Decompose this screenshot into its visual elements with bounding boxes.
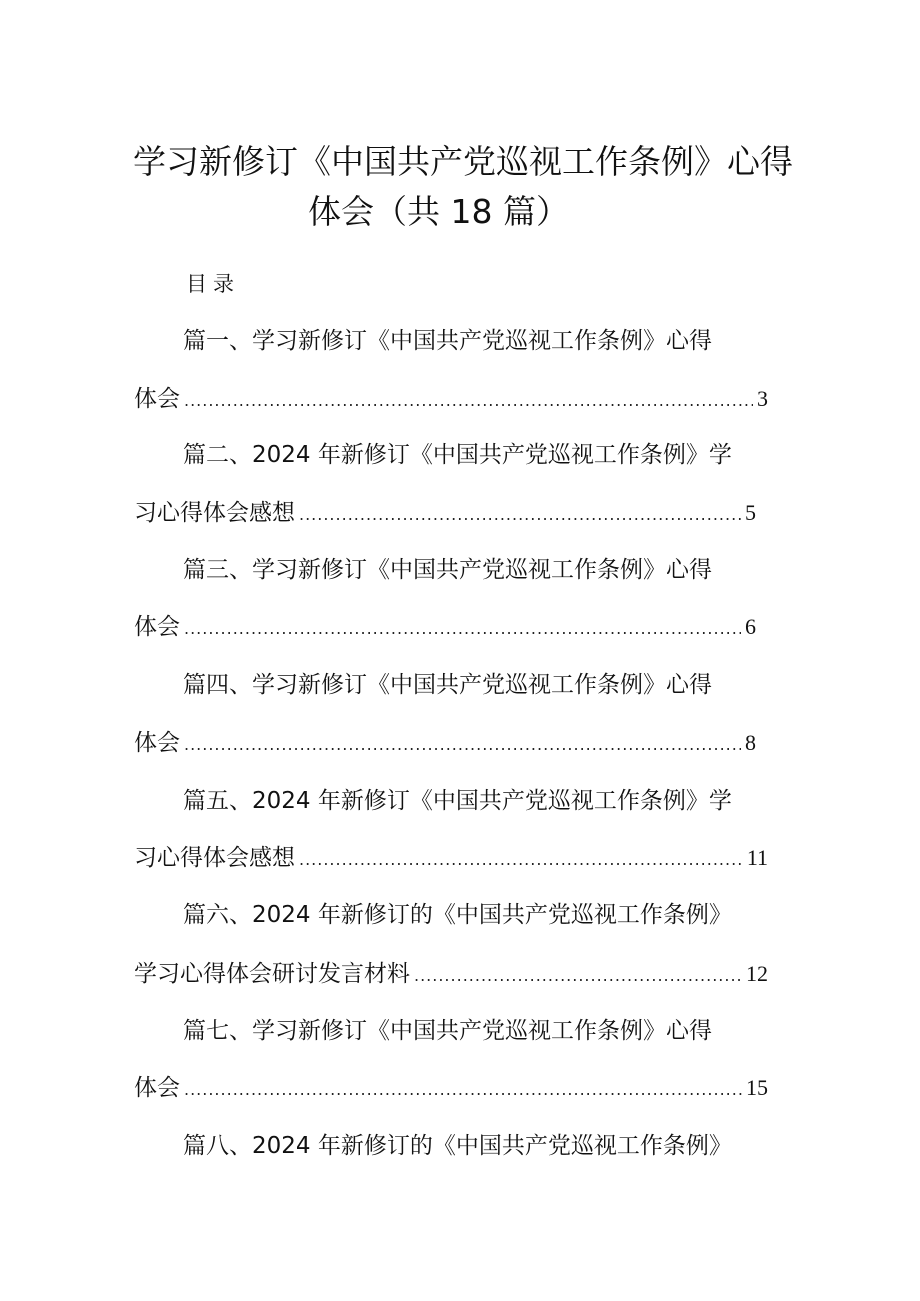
toc-leader-dots xyxy=(299,845,743,875)
toc-entry-3-page-number: 6 xyxy=(745,614,756,639)
toc-entry-3-title[interactable]: 篇三、学习新修订《中国共产党巡视工作条例》心得 xyxy=(183,557,712,583)
document-title-line-2: 体会（共 18 篇） xyxy=(308,192,569,231)
toc-entry-5-continuation[interactable] xyxy=(134,843,768,875)
toc-leader-dots xyxy=(184,730,741,760)
toc-entry-2-title-end: 习心得体会感想 xyxy=(134,500,295,526)
document-title-line-1: 学习新修订《中国共产党巡视工作条例》心得 xyxy=(133,142,793,181)
toc-leader-dots xyxy=(184,614,741,644)
toc-entry-4-page-number: 8 xyxy=(745,730,756,755)
toc-heading: 目录 xyxy=(186,272,240,296)
toc-entry-6-title-end: 学习心得体会研讨发言材料 xyxy=(134,961,410,987)
toc-entry-1-title-end: 体会 xyxy=(134,386,180,412)
toc-entry-4-continuation[interactable] xyxy=(134,728,756,760)
toc-entry-4-title-end: 体会 xyxy=(134,730,180,756)
toc-leader-dots xyxy=(184,1075,742,1105)
toc-entry-1-continuation[interactable] xyxy=(134,384,768,416)
toc-entry-2-title[interactable]: 篇二、2024 年新修订《中国共产党巡视工作条例》学 xyxy=(183,442,732,468)
toc-entry-3-continuation[interactable] xyxy=(134,612,756,644)
toc-entry-7-title-end: 体会 xyxy=(134,1075,180,1101)
toc-entry-6-continuation[interactable] xyxy=(134,959,768,991)
toc-entry-5-title[interactable]: 篇五、2024 年新修订《中国共产党巡视工作条例》学 xyxy=(183,788,732,814)
toc-entry-8-title[interactable]: 篇八、2024 年新修订的《中国共产党巡视工作条例》 xyxy=(183,1133,732,1159)
toc-entry-5-page-number: 11 xyxy=(746,845,768,870)
toc-entry-6-page-number: 12 xyxy=(746,961,768,986)
toc-leader-dots xyxy=(299,500,741,530)
toc-entry-7-title[interactable]: 篇七、学习新修订《中国共产党巡视工作条例》心得 xyxy=(183,1018,712,1044)
toc-entry-2-page-number: 5 xyxy=(745,500,756,525)
toc-entry-5-title-end: 习心得体会感想 xyxy=(134,845,295,871)
toc-entry-6-title[interactable]: 篇六、2024 年新修订的《中国共产党巡视工作条例》 xyxy=(183,902,732,928)
toc-leader-dots xyxy=(414,961,742,991)
toc-entry-7-page-number: 15 xyxy=(746,1075,768,1100)
toc-entry-4-title[interactable]: 篇四、学习新修订《中国共产党巡视工作条例》心得 xyxy=(183,672,712,698)
toc-entry-7-continuation[interactable] xyxy=(134,1073,768,1105)
toc-entry-1-title[interactable]: 篇一、学习新修订《中国共产党巡视工作条例》心得 xyxy=(183,328,712,354)
toc-entry-2-continuation[interactable] xyxy=(134,498,756,530)
toc-entry-3-title-end: 体会 xyxy=(134,614,180,640)
toc-entry-1-page-number: 3 xyxy=(757,386,768,411)
toc-leader-dots xyxy=(184,386,753,416)
